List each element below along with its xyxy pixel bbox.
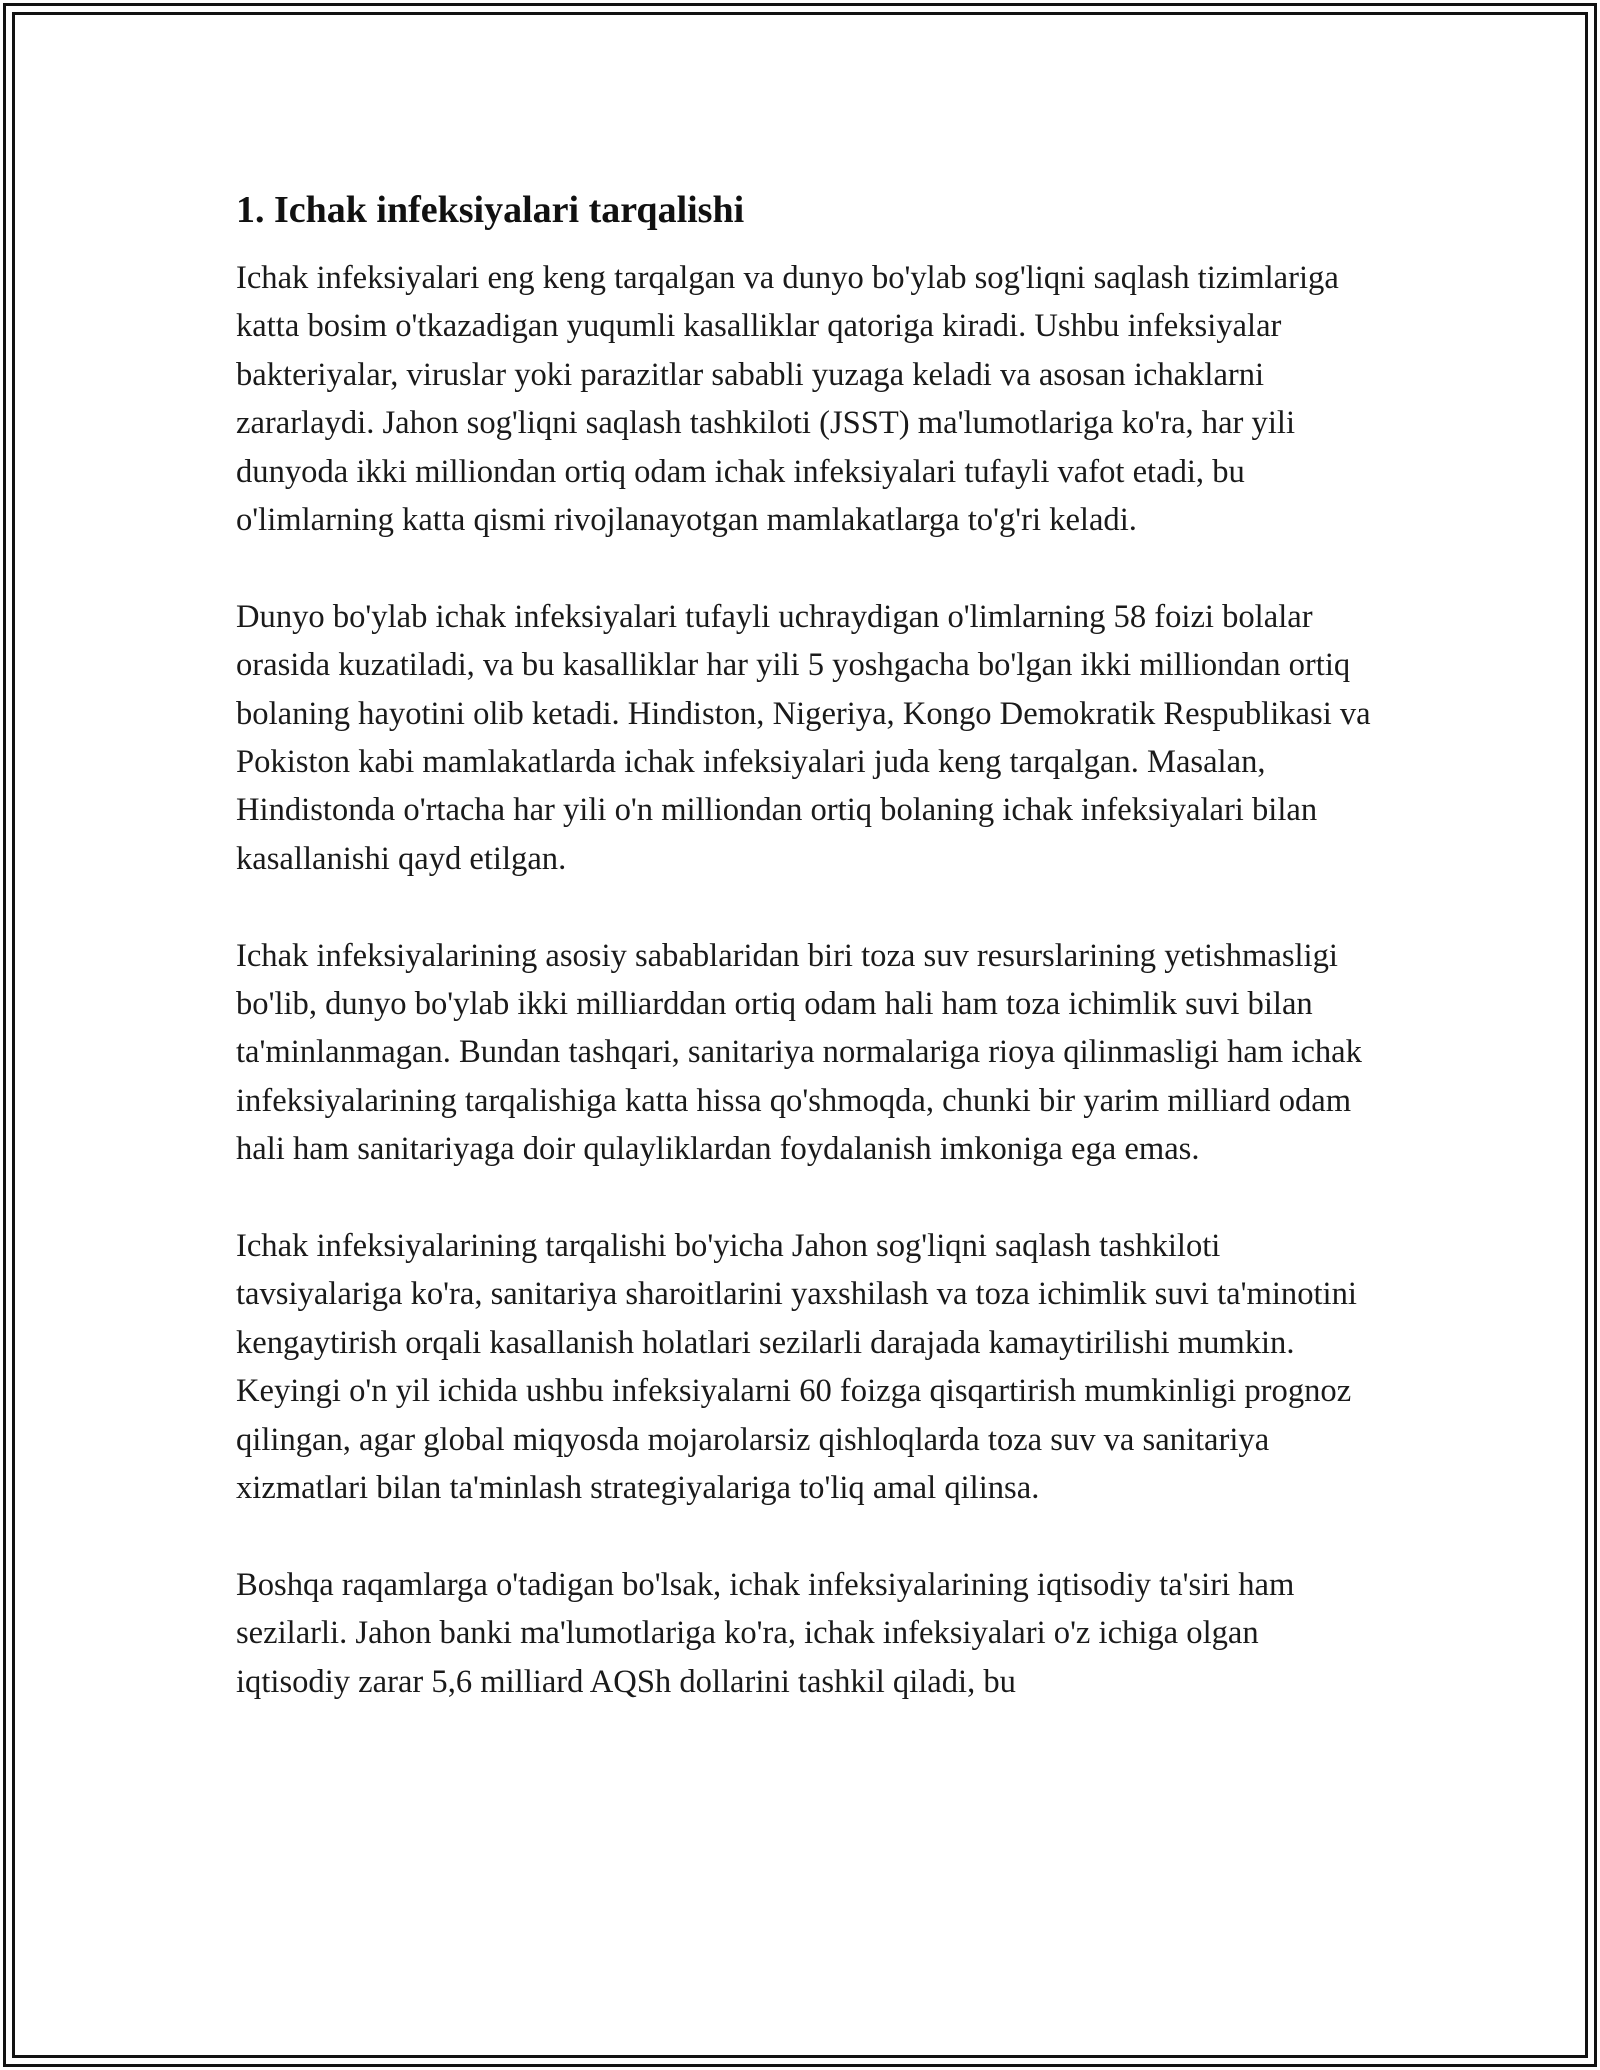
paragraph-2: Dunyo bo'ylab ichak infeksiyalari tufayli uchraydigan o'limlarning 58 foizi bolalar orasida kuzatiladi, va bu kasalliklar har yili 5 yoshgacha bo'lgan ikki milliondan ortiq bolaning hayotini olib ketadi. Hindiston, Nigeriya, Kongo Demokratik Respublikasi va Pokiston kabi mamlakatlarda ichak infeksiyalari juda keng tarqalgan. Masalan, Hindistonda o'rtacha har yili o'n milliondan ortiq bolaning ichak infeksiyalari bilan kasallanishi qayd etilgan. — [236, 598, 1371, 877]
paragraph-4: Ichak infeksiyalarining tarqalishi bo'yicha Jahon sog'liqni saqlash tashkiloti tavsiyalariga ko'ra, sanitariya sharoitlarini yaxshilash va toza ichimlik suvi ta'minotini kengaytirish orqali kasallanish holatlari sezilarli darajada kamaytirilishi mumkin. Keyingi o'n yil ichida ushbu infeksiyalarni 60 foizga qisqartirish mumkinligi prognoz qilingan, agar global miqyosda mojarolarsiz qishloqlarda toza suv va sanitariya xizmatlari bilan ta'minlash strategiyalariga to'liq amal qilinsa. — [236, 1228, 1357, 1507]
paragraph-3: Ichak infeksiyalarining asosiy sabablaridan biri toza suv resurslarining yetishmasligi bo'lib, dunyo bo'ylab ikki milliarddan ortiq odam hali ham toza ichimlik suvi bilan ta'minlanmagan. Bundan tashqari, sanitariya normalariga rioya qilinmasligi ham ichak infeksiyalarining tarqalishiga katta hissa qo'shmoqda, chunki bir yarim milliard odam hali ham sanitariyaga doir qulayliklardan foydalanish imkoniga ega emas. — [236, 937, 1362, 1168]
document-body — [236, 186, 1376, 1706]
paragraph-5: Boshqa raqamlarga o'tadigan bo'lsak, ichak infeksiyalarining iqtisodiy ta'siri ham sezilarli. Jahon banki ma'lumotlariga ko'ra, ichak infeksiyalari o'z ichiga olgan iqtisodiy zarar 5,6 milliard AQSh dollarini tashkil qiladi, bu — [236, 1566, 1295, 1700]
paragraph-1: Ichak infeksiyalari eng keng tarqalgan va dunyo bo'ylab sog'liqni saqlash tizimlariga katta bosim o'tkazadigan yuqumli kasalliklar qatoriga kiradi. Ushbu infeksiyalar bakteriyalar, viruslar yoki parazitlar sababli yuzaga keladi va asosan ichaklarni zararlaydi. Jahon sog'liqni saqlash tashkiloti (JSST) ma'lumotlariga ko'ra, har yili dunyoda ikki milliondan ortiq odam ichak infeksiyalari tufayli vafot etadi, bu o'limlarning katta qismi rivojlanayotgan mamlakatlarga to'g'ri keladi. — [236, 260, 1339, 539]
section-title: 1. Ichak infeksiyalari tarqalishi — [236, 189, 745, 231]
